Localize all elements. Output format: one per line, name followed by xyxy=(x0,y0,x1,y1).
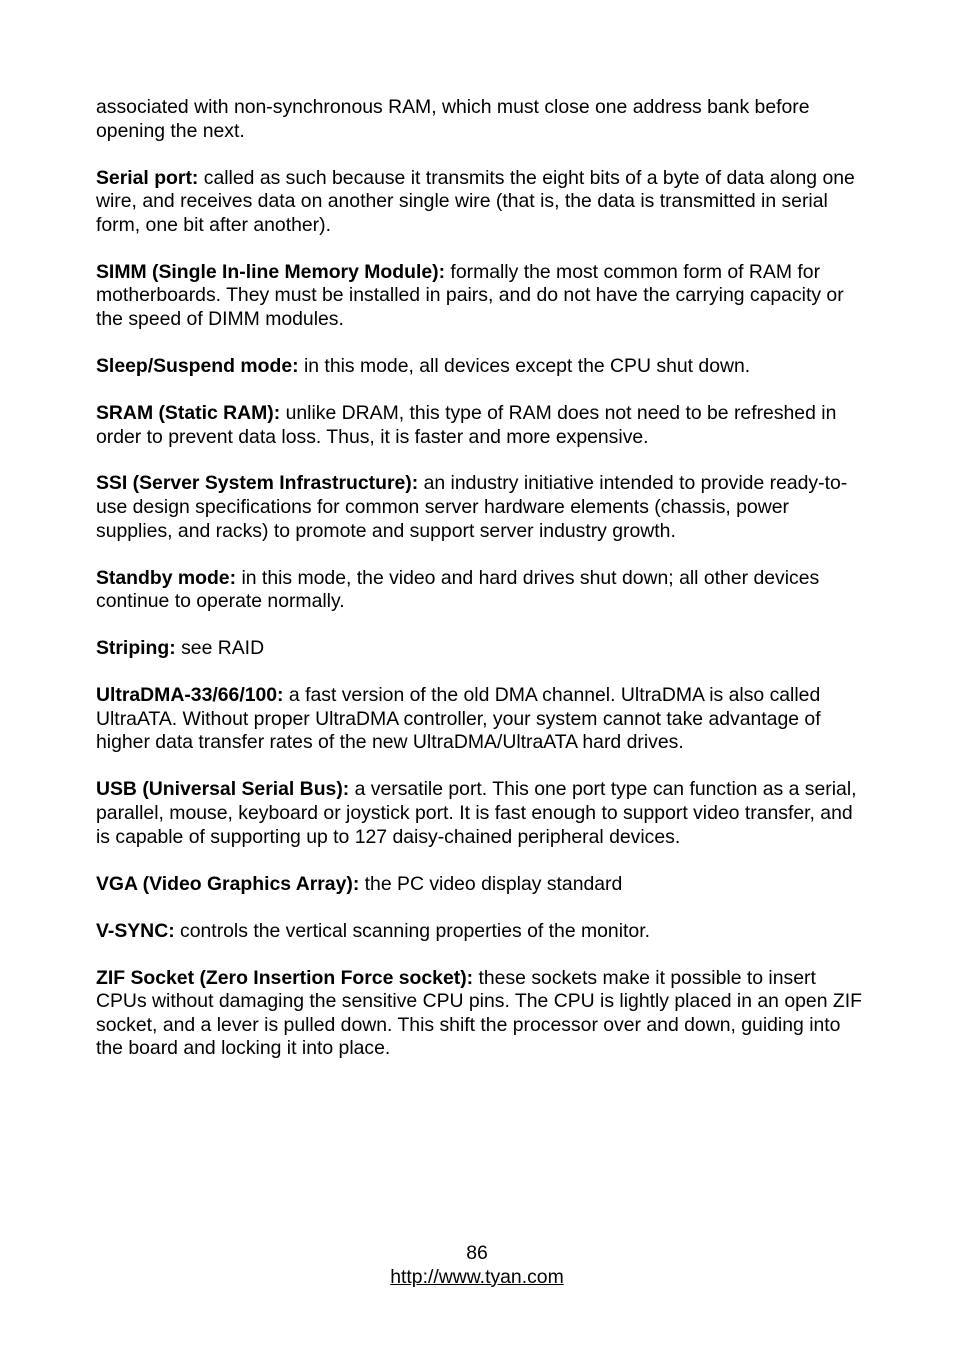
glossary-definition: see RAID xyxy=(175,637,265,660)
glossary-entry-ssi xyxy=(96,472,866,543)
glossary-term: USB (Universal Serial Bus): xyxy=(96,778,350,801)
page-footer xyxy=(0,1242,954,1289)
glossary-term: Standby mode: xyxy=(96,566,237,589)
glossary-definition: associated with non-synchronous RAM, which must close one address bank before opening the next. xyxy=(96,96,810,142)
glossary-entry-zif-socket xyxy=(96,967,866,1061)
glossary-definition: called as such because it transmits the eight bits of a byte of data along one wire, and receives data on another single wire (that is, the data is transmitted in serial form, one bit after another). xyxy=(96,166,855,236)
glossary-definition: the PC video display standard xyxy=(359,872,623,895)
glossary-definition: an industry initiative intended to provide ready-to-use design specifications for common server hardware elements (chassis, power supplies, and racks) to promote and support server industry growth. xyxy=(96,472,848,542)
glossary-term: SSI (Server System Infrastructure): xyxy=(96,472,419,495)
glossary-entry-striping xyxy=(96,637,866,661)
glossary-term: UltraDMA-33/66/100: xyxy=(96,684,284,707)
glossary-term: V-SYNC: xyxy=(96,919,175,942)
glossary-definition: unlike DRAM, this type of RAM does not need to be refreshed in order to prevent data loss. Thus, it is faster and more expensive. xyxy=(96,401,837,448)
glossary-entry-vga xyxy=(96,873,866,897)
website-link[interactable]: http://www.tyan.com xyxy=(390,1265,564,1288)
glossary-entry-serial-port xyxy=(96,167,866,238)
glossary-term: ZIF Socket (Zero Insertion Force socket): xyxy=(96,966,474,989)
glossary-definition: these sockets make it possible to insert CPUs without damaging the sensitive CPU pins. The CPU is lightly placed in an open ZIF socket, and a lever is pulled down. This shift the processor over and down, guiding into the board and locking it into place. xyxy=(96,966,862,1060)
glossary-entry-simm xyxy=(96,261,866,332)
glossary-entry-continuation xyxy=(96,96,866,143)
glossary-term: SRAM (Static RAM): xyxy=(96,401,281,424)
glossary-term: SIMM (Single In-line Memory Module): xyxy=(96,260,446,283)
glossary-term: Serial port: xyxy=(96,166,199,189)
glossary-definition: in this mode, all devices except the CPU shut down. xyxy=(298,354,751,377)
glossary-definition: a fast version of the old DMA channel. UltraDMA is also called UltraATA. Without proper UltraDMA controller, your system cannot take advantage of higher data transfer rates of the new UltraDMA/UltraATA hard drives. xyxy=(96,684,821,754)
glossary-entry-usb xyxy=(96,778,866,849)
glossary-term: VGA (Video Graphics Array): xyxy=(96,872,360,895)
glossary-entry-ultradma xyxy=(96,684,866,755)
glossary-definition: formally the most common form of RAM for motherboards. They must be installed in pairs, and do not have the carrying capacity or the speed of DIMM modules. xyxy=(96,260,844,330)
glossary-term: Sleep/Suspend mode: xyxy=(96,354,299,377)
glossary-definition: a versatile port. This one port type can function as a serial, parallel, mouse, keyboard or joystick port. It is fast enough to support video transfer, and is capable of supporting up to 127 daisy-chained peripheral devices. xyxy=(96,778,857,848)
glossary-term: Striping: xyxy=(96,637,176,660)
glossary-body xyxy=(96,96,866,1084)
glossary-definition: in this mode, the video and hard drives shut down; all other devices continue to operate normally. xyxy=(96,566,820,613)
page-number: 86 xyxy=(466,1242,488,1264)
glossary-entry-v-sync xyxy=(96,920,866,944)
glossary-entry-standby xyxy=(96,567,866,614)
glossary-definition: controls the vertical scanning properties of the monitor. xyxy=(174,919,650,942)
glossary-entry-sleep-suspend xyxy=(96,355,866,379)
glossary-entry-sram xyxy=(96,402,866,449)
